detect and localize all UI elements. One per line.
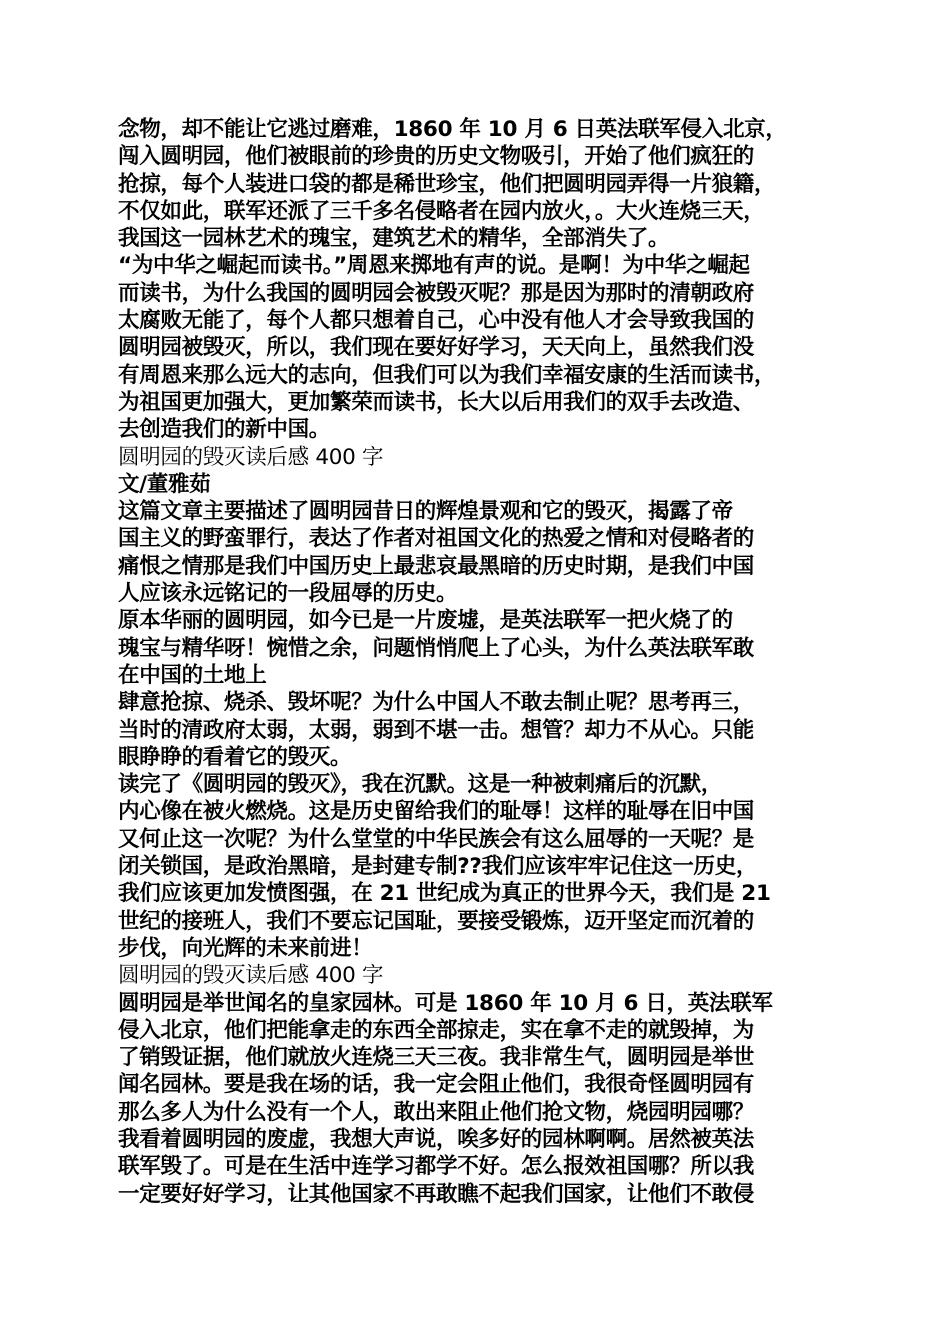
body-text-line: 抢掠，每个人装进口袋的都是稀世珍宝，他们把圆明园弄得一片狼籍， — [118, 171, 776, 197]
body-text-line: 又何止这一次呢？为什么堂堂的中华民族会有这么屈辱的一天呢？是 — [118, 826, 755, 852]
body-text-line: 我看着圆明园的废虚，我想大声说，唉多好的园林啊啊。居然被英法 — [118, 1126, 755, 1152]
body-text-line: 圆明园是举世闻名的皇家园林。可是 1860 年 10 月 6 日，英法联军 — [118, 990, 773, 1016]
body-text-line: 当时的清政府太弱，太弱，弱到不堪一击。想管？却力不从心。只能 — [118, 717, 755, 743]
body-text-line: 太腐败无能了，每个人都只想着自己，心中没有他人才会导致我国的 — [118, 308, 755, 334]
body-text-line: 闭关锁国，是政治黑暗，是封建专制??我们应该牢牢记住这一历史， — [118, 854, 758, 880]
body-text-line: 圆明园被毁灭，所以，我们现在要好好学习，天天向上，虽然我们没 — [118, 335, 755, 361]
section-heading-line: 圆明园的毁灭读后感 400 字 — [118, 963, 384, 989]
body-text-line: “为中华之崛起而读书。”周恩来掷地有声的说。是啊！为中华之崛起 — [118, 253, 750, 279]
body-text-line: 联军毁了。可是在生活中连学习都学不好。怎么报效祖国哪？所以我 — [118, 1154, 755, 1180]
body-text-line: 了销毁证据，他们就放火连烧三天三夜。我非常生气，圆明园是举世 — [118, 1045, 755, 1071]
body-text-line: 瑰宝与精华呀！惋惜之余，问题悄悄爬上了心头，为什么英法联军敢 — [118, 635, 755, 661]
body-text-line: 内心像在被火燃烧。这是历史留给我们的耻辱！这样的耻辱在旧中国 — [118, 799, 755, 825]
body-text-line: 闯入圆明园，他们被眼前的珍贵的历史文物吸引，开始了他们疯狂的 — [118, 144, 755, 170]
body-text-line: 我国这一园林艺术的瑰宝，建筑艺术的精华，全部消失了。 — [118, 226, 670, 252]
body-text-line: 步伐，向光辉的未来前进！ — [118, 935, 373, 961]
body-text-line: 在中国的土地上 — [118, 662, 267, 688]
body-text-line: 国主义的野蛮罪行，表达了作者对祖国文化的热爱之情和对侵略者的 — [118, 526, 755, 552]
body-text-line: 眼睁睁的看着它的毁灭。 — [118, 744, 352, 770]
document-body-text — [118, 116, 838, 1208]
body-text-line: 原本华丽的圆明园，如今已是一片废墟，是英法联军一把火烧了的 — [118, 608, 733, 634]
body-text-line: 人应该永远铭记的一段屈辱的历史。 — [118, 581, 458, 607]
body-text-line: 文/董雅茹 — [118, 471, 211, 497]
body-text-line: 念物，却不能让它逃过磨难，1860 年 10 月 6 日英法联军侵入北京， — [118, 117, 787, 142]
body-text-line: 不仅如此，联军还派了三千多名侵略者在园内放火，。大火连烧三天， — [118, 198, 765, 224]
body-text-line: 为祖国更加强大，更加繁荣而读书，长大以后用我们的双手去改造、 — [118, 389, 755, 415]
body-text-line: 一定要好好学习，让其他国家不再敢瞧不起我们国家，让他们不敢侵 — [118, 1181, 755, 1207]
body-text-line: 我们应该更加发愤图强，在 21 世纪成为真正的世界今天，我们是 21 — [118, 881, 771, 907]
body-text-line: 肆意抢掠、烧杀、毁坏呢？为什么中国人不敢去制止呢？思考再三， — [118, 690, 755, 716]
body-text-line: 世纪的接班人，我们不要忘记国耻，要接受锻炼，迈开坚定而沉着的 — [118, 908, 755, 934]
body-text-line: 有周恩来那么远大的志向，但我们可以为我们幸福安康的生活而读书， — [118, 362, 776, 388]
body-text-line: 而读书，为什么我国的圆明园会被毁灭呢？那是因为那时的清朝政府 — [118, 280, 755, 306]
body-text-line: 闻名园林。要是我在场的话，我一定会阻止他们，我很奇怪圆明园有 — [118, 1072, 755, 1098]
body-text-line: 那么多人为什么没有一个人，敢出来阻止他们抢文物，烧园明园哪？ — [118, 1099, 755, 1125]
body-text-line: 侵入北京，他们把能拿走的东西全部掠走，实在拿不走的就毁掉，为 — [118, 1017, 755, 1043]
body-text-line: 读完了《圆明园的毁灭》，我在沉默。这是一种被刺痛后的沉默， — [118, 772, 723, 798]
body-text-line: 痛恨之情那是我们中国历史上最悲哀最黑暗的历史时期，是我们中国 — [118, 553, 755, 579]
body-text-line: 去创造我们的新中国。 — [118, 417, 331, 443]
body-text-line: 这篇文章主要描述了圆明园昔日的辉煌景观和它的毁灭，揭露了帝 — [118, 499, 733, 525]
section-heading-line: 圆明园的毁灭读后感 400 字 — [118, 444, 384, 470]
